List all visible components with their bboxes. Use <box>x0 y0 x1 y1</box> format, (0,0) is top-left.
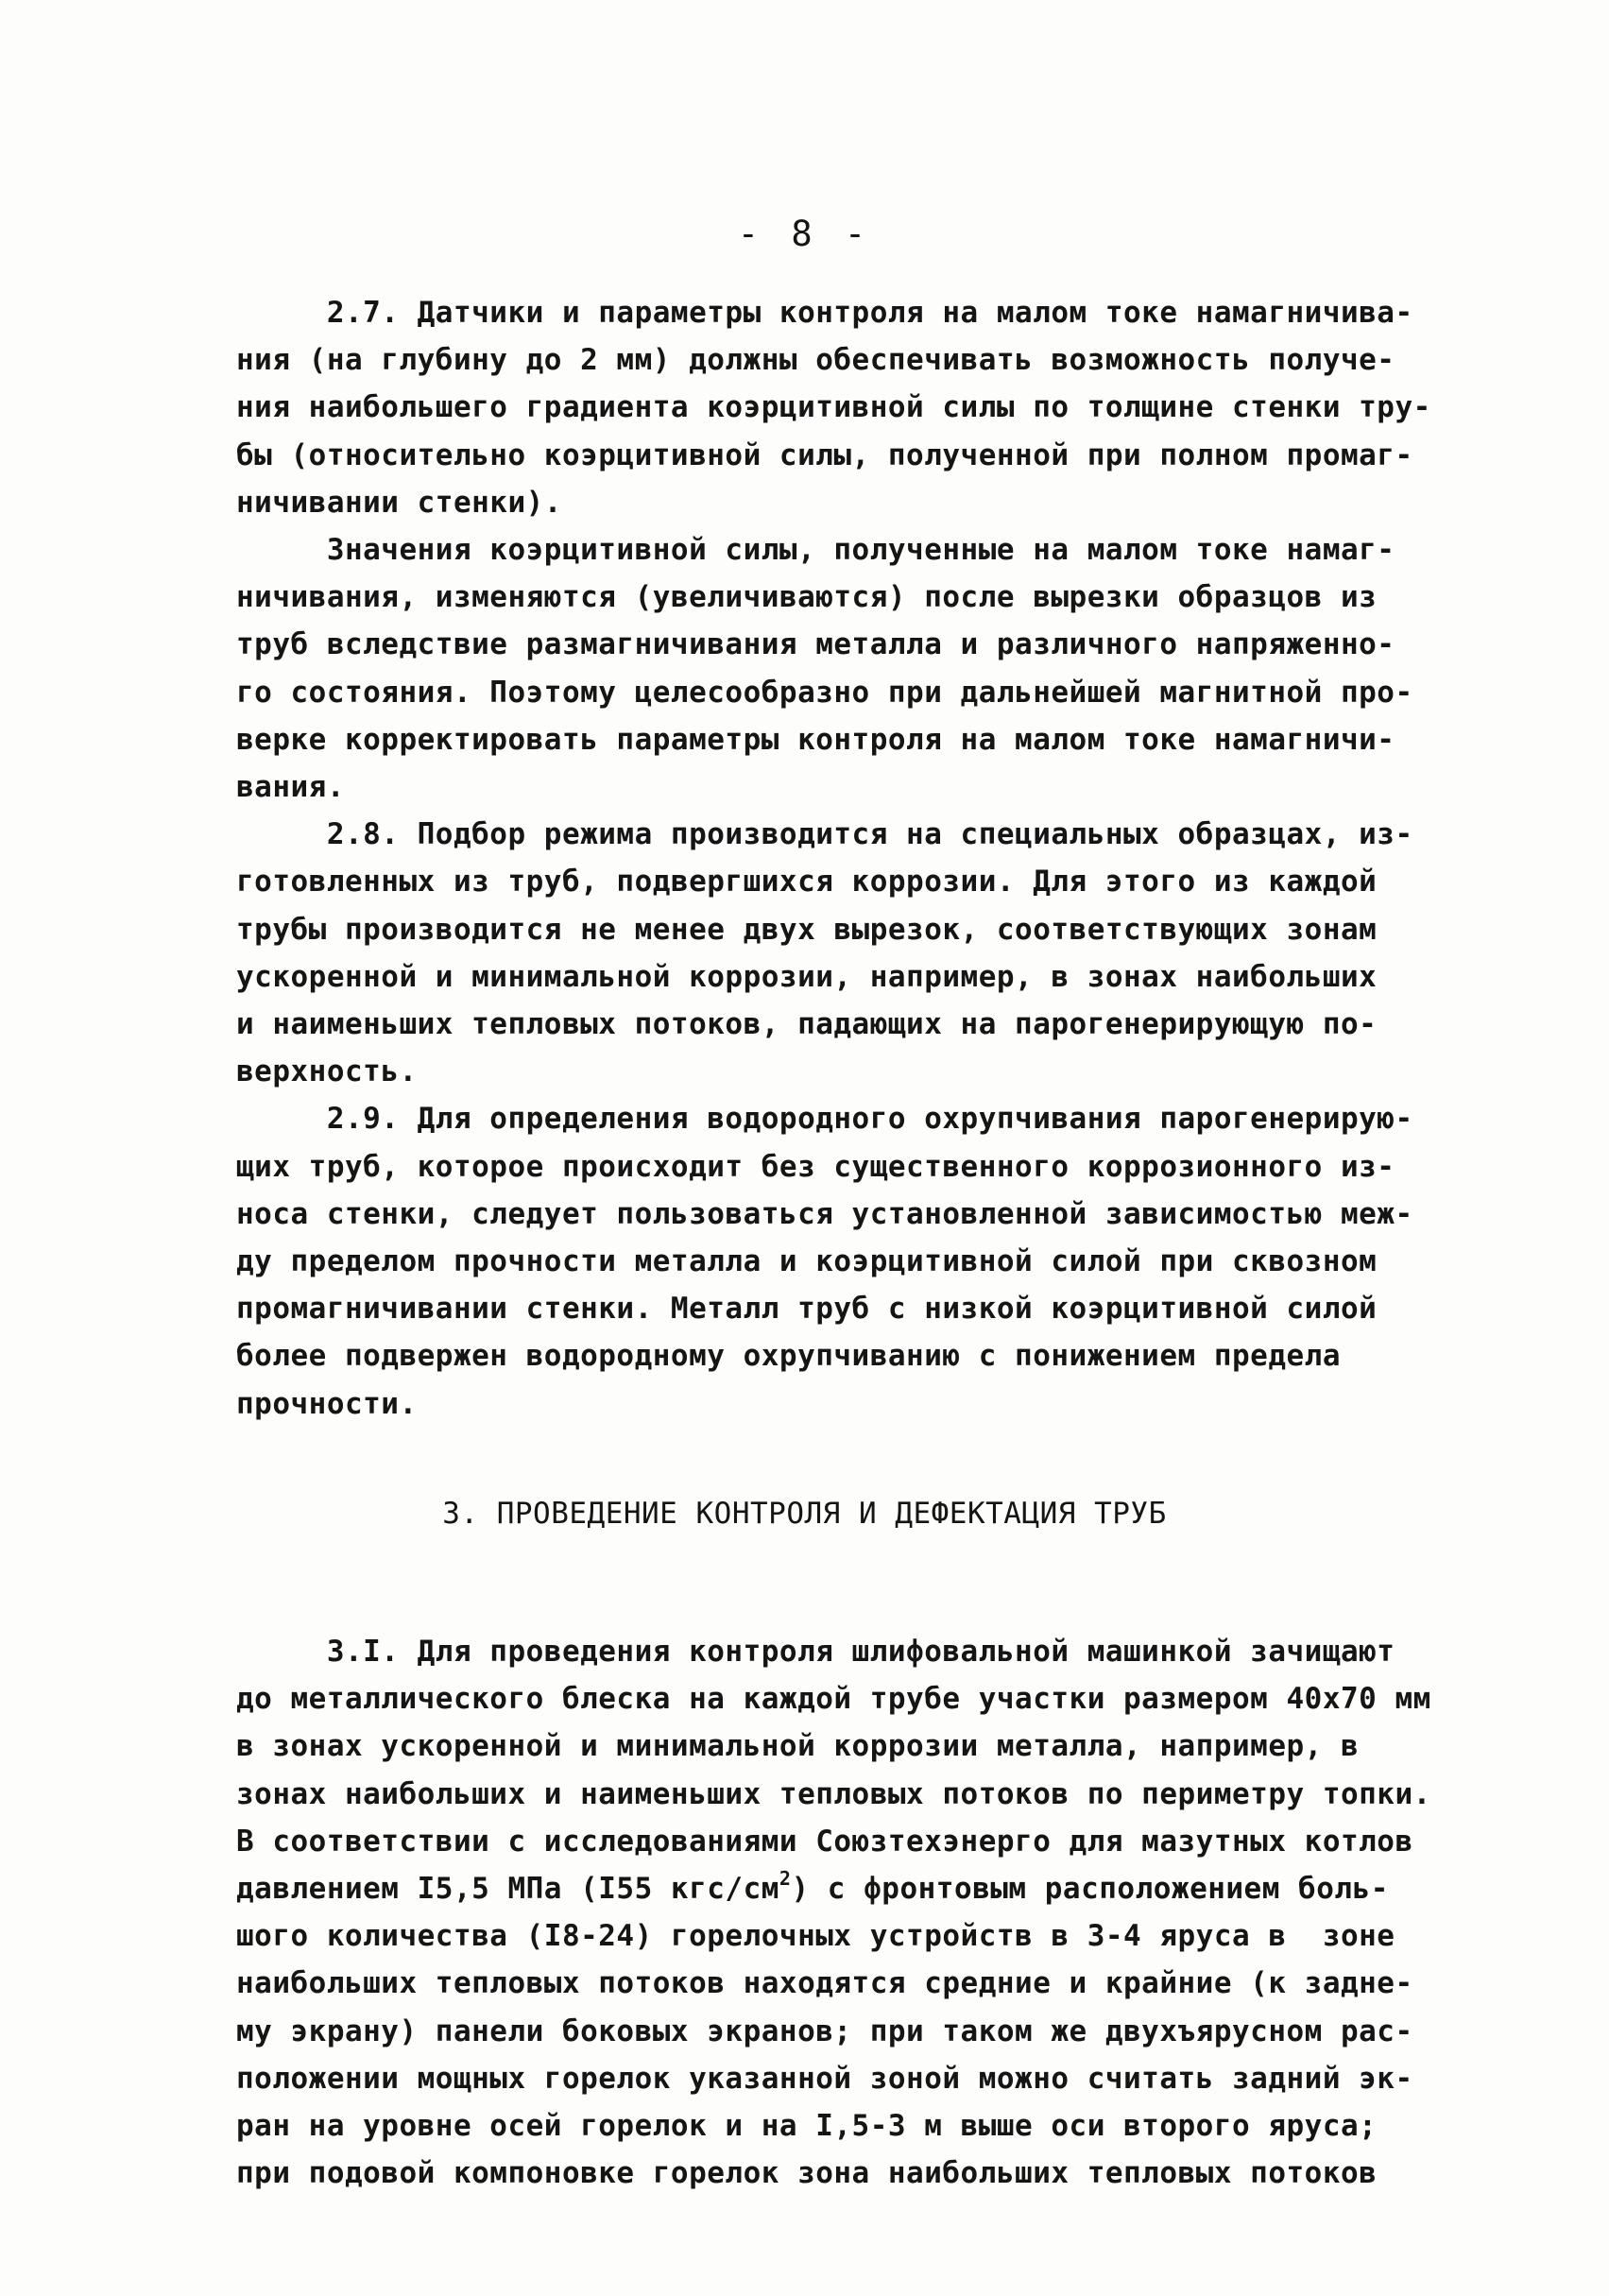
text-line: 2.8. Подбор режима производится на специальных образцах, из- <box>236 817 1413 852</box>
pressure-line <box>236 1867 1389 1907</box>
text-line: 3.I. Для проведения контроля шлифовальной машинкой зачищают <box>236 1635 1395 1669</box>
text-line: положении мощных горелок указанной зоной можно считать задний эк- <box>236 2061 1413 2096</box>
text-line: ничивания, изменяются (увеличиваются) после вырезки образцов из <box>236 580 1378 615</box>
text-line: зонах наибольших и наименьших тепловых потоков по периметру топки. <box>236 1776 1431 1811</box>
text-line: верке корректировать параметры контроля на малом токе намагничи- <box>236 722 1395 757</box>
text-line: ния (на глубину до 2 мм) должны обеспечивать возможность получе- <box>236 343 1395 378</box>
text-line: промагничивании стенки. Металл труб с низкой коэрцитивной силой <box>236 1292 1378 1327</box>
text-line: верхность. <box>236 1054 418 1089</box>
text-line: до металлического блеска на каждой трубе участки размером 40х70 мм <box>236 1682 1431 1717</box>
superscript-2: 2 <box>779 1867 792 1891</box>
text-line: В соответствии с исследованиями Союзтехэнерго для мазутных котлов <box>236 1824 1413 1859</box>
page-number: - 8 - <box>737 214 872 254</box>
text-line: бы (относительно коэрцитивной силы, полученной при полном промаг- <box>236 437 1413 472</box>
text-line: прочности. <box>236 1386 418 1421</box>
text-line: и наименьших тепловых потоков, падающих на парогенерирующую по- <box>236 1007 1378 1042</box>
text-line: в зонах ускоренной и минимальной коррозии металла, например, в <box>236 1729 1360 1764</box>
section-3-text <box>236 1628 1464 2197</box>
text-line: ния наибольшего градиента коэрцитивной силы по толщине стенки тру- <box>236 390 1431 425</box>
text-line: му экрану) панели боковых экранов; при таком же двухъярусном рас- <box>236 2013 1413 2048</box>
text-line: Значения коэрцитивной силы, полученные на малом токе намаг- <box>236 533 1395 568</box>
section-3-heading: 3. ПРОВЕДЕНИЕ КОНТРОЛЯ И ДЕФЕКТАЦИЯ ТРУБ <box>442 1497 1167 1531</box>
text-line: готовленных из труб, подвергшихся коррозии. Для этого из каждой <box>236 865 1378 900</box>
text-line: шого количества (I8-24) горелочных устройств в 3-4 яруса в зоне <box>236 1919 1395 1954</box>
text-line: щих труб, которое происходит без существенного коррозионного из- <box>236 1149 1395 1184</box>
text-line: ускоренной и минимальной коррозии, например, в зонах наибольших <box>236 959 1378 994</box>
text-line: ничивании стенки). <box>236 485 562 520</box>
text-line: го состояния. Поэтому целесообразно при дальнейшей магнитной про- <box>236 675 1413 710</box>
text-line: 2.7. Датчики и параметры контроля на малом токе намагничива- <box>236 296 1413 330</box>
text-line: 2.9. Для определения водородного охрупчивания парогенерирую- <box>236 1102 1413 1137</box>
text-line: носа стенки, следует пользоваться установленной зависимостью меж- <box>236 1196 1413 1231</box>
text-line: труб вследствие размагничивания металла и различного напряженно- <box>236 627 1395 662</box>
section-2-text <box>236 289 1464 1428</box>
text-line: трубы производится не менее двух вырезок, соответствующих зонам <box>236 912 1378 947</box>
text-line: при подовой компоновке горелок зона наибольших тепловых потоков <box>236 2156 1378 2191</box>
text-line: вания. <box>236 770 345 805</box>
text-line: более подвержен водородному охрупчиванию с понижением предела <box>236 1339 1341 1374</box>
text-line: ду пределом прочности металла и коэрцитивной силой при сквозном <box>236 1244 1378 1279</box>
pressure-line-end: ) с фронтовым расположением боль- <box>791 1872 1389 1907</box>
text-line: ран на уровне осей горелок и на I,5-3 м выше оси второго яруса; <box>236 2109 1378 2144</box>
pressure-line-start: давлением I5,5 МПа (I55 кгс/см <box>236 1872 779 1907</box>
text-line: наибольших тепловых потоков находятся средние и крайние (к задне- <box>236 1966 1413 2001</box>
